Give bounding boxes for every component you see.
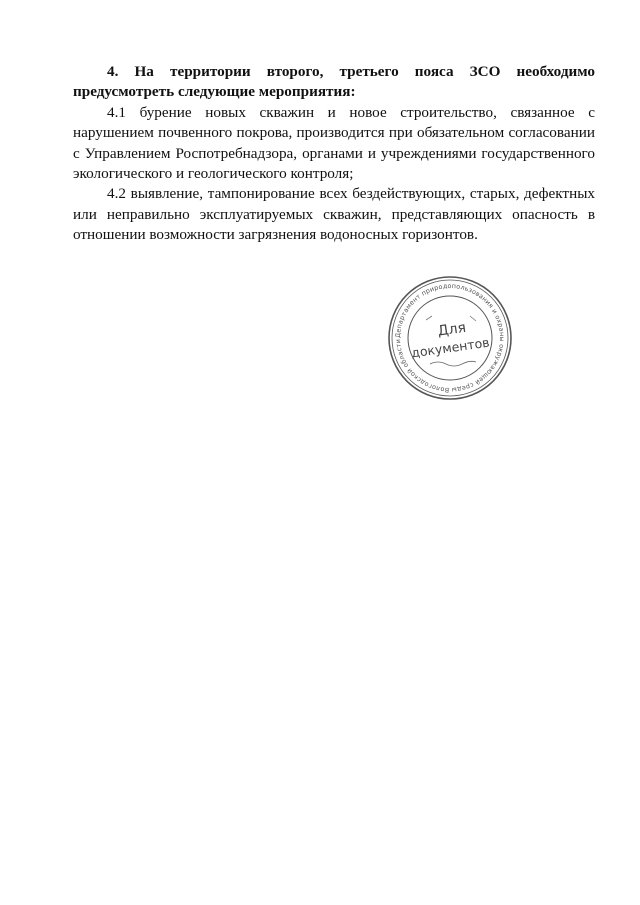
svg-text:Департамент природопользования (394, 282, 506, 394)
stamp-line-1: Для (436, 319, 467, 340)
document-body (73, 62, 595, 246)
list-item: 4.2 выявление, тампонирование всех бездействующих, старых, дефектных или неправильно эксплуатируемых скважин, представляющих опасность в отношении возможности загрязнения водоносных горизонтов. (73, 185, 595, 244)
section-heading: 4. На территории второго, третьего пояса ЗСО необходимо предусмотреть следующие мероприятия: (73, 63, 595, 101)
stamp-line-2: документов (410, 334, 491, 361)
official-stamp (386, 274, 514, 402)
stamp-ring-text: Департамент природопользования и охраны окружающей среды Вологодской области (393, 281, 507, 395)
list-item: 4.1 бурение новых скважин и новое строительство, связанное с нарушением почвенного покрова, производится при обязательном согласовании с Управлением Роспотребнадзора, органами и учреждениями государственного экологического и геологического контроля; (73, 103, 595, 183)
stamp-seal-icon (386, 274, 514, 402)
